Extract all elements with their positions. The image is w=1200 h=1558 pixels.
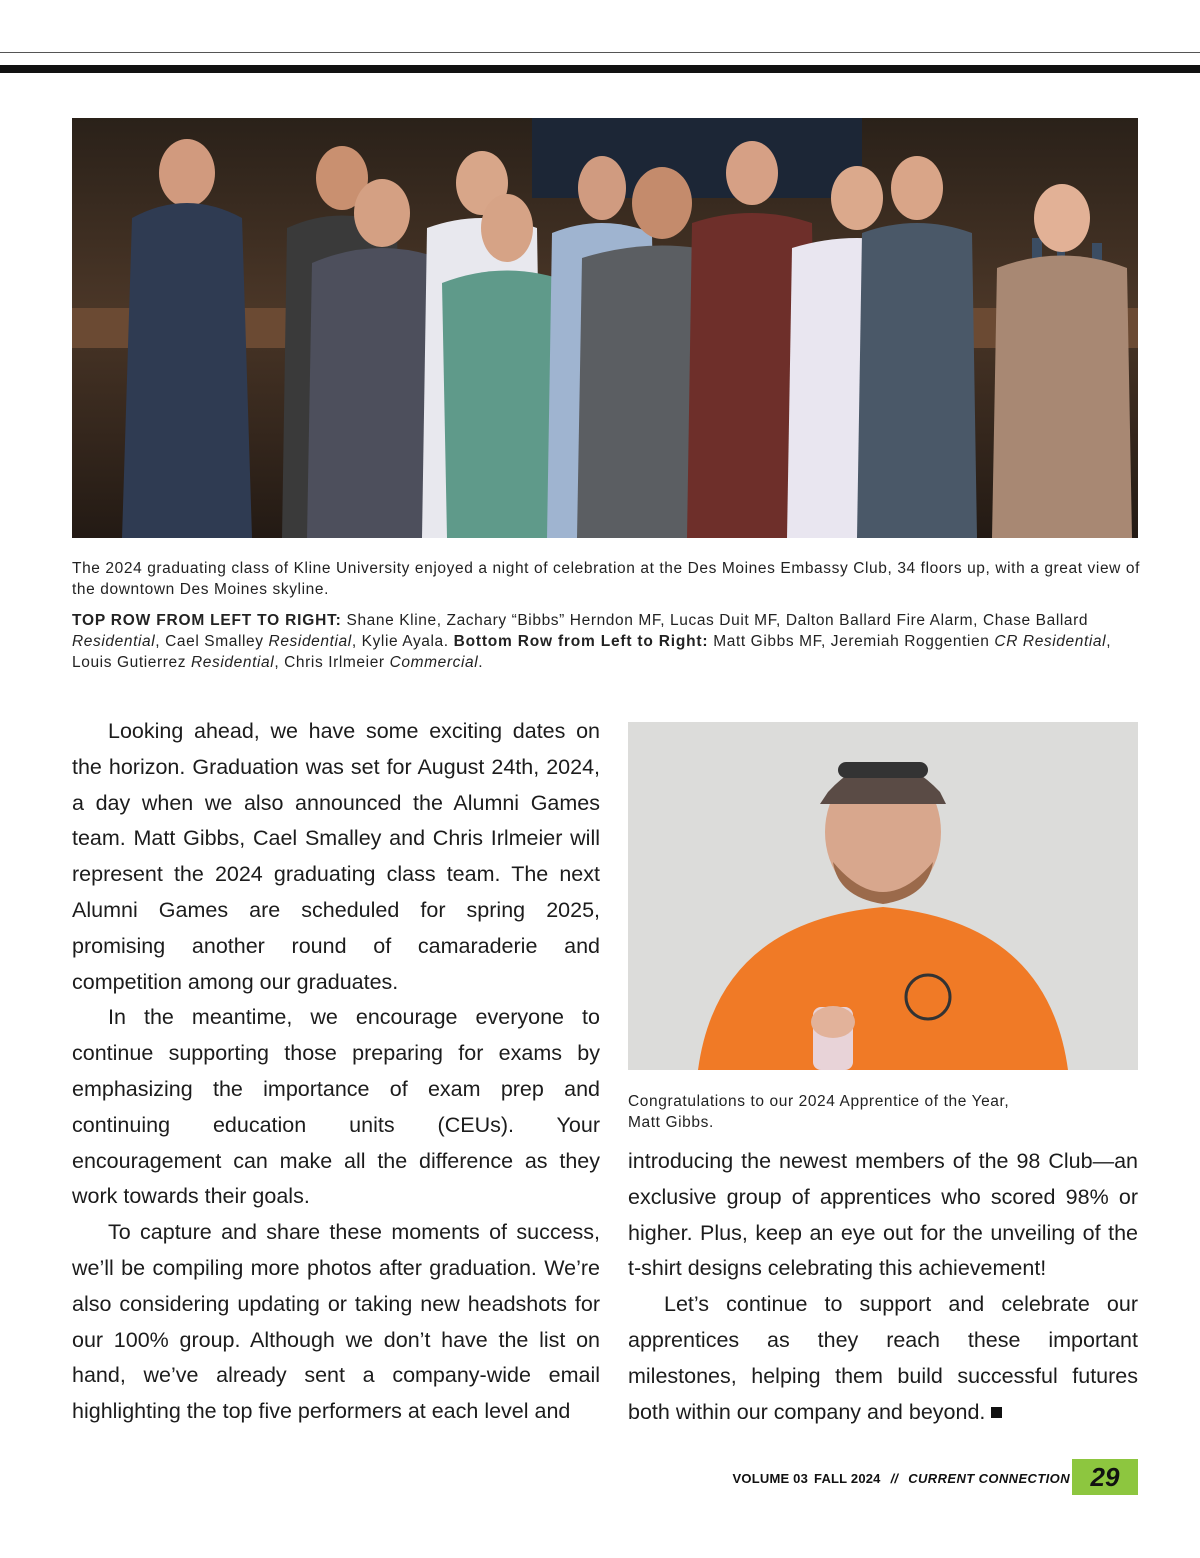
names-text: Matt Gibbs MF, Jeremiah Roggentien (708, 633, 995, 650)
portrait-photo-icon (628, 722, 1138, 1070)
header-rule-thick (0, 65, 1200, 73)
bottom-row-label: Bottom Row from Left to Right: (453, 633, 709, 650)
paragraph-text: Let’s continue to support and celebrate our apprentices as they reach these important milestones, helping them build successful futures both within our company and beyond. (628, 1292, 1138, 1424)
role-text: Residential (268, 633, 352, 650)
group-photo (72, 118, 1138, 538)
names-text: , Cael Smalley (155, 633, 269, 650)
apprentice-caption-line: Matt Gibbs. (628, 1114, 714, 1131)
group-photo-caption: The 2024 graduating class of Kline University enjoyed a night of celebration at the Des Moines Embassy Club, 34 floors up, with a great view of the downtown Des Moines skyline. (72, 560, 1140, 598)
names-text: , Chris Irlmeier (274, 654, 390, 671)
paragraph: In the meantime, we encourage everyone to continue supporting those preparing for exams by emphasizing the importance of exam prep and continuing education units (CEUs). Your encouragement can make all the difference as they work towards their goals. (72, 1005, 600, 1209)
paragraph: To capture and share these moments of success, we’ll be compiling more photos after graduation. We’re also considering updating or taking new headshots for our 100% group. Although we don’t have the list on hand, we’ve already sent a company-wide email highlighting the top five performers at each level and (72, 1220, 600, 1424)
apprentice-caption-line: Congratulations to our 2024 Apprentice of the Year, (628, 1093, 1010, 1110)
group-photo-names (72, 610, 1142, 673)
paragraph-last (628, 1287, 1138, 1430)
role-text: Commercial (389, 654, 479, 671)
paragraph: Looking ahead, we have some exciting dates on the horizon. Graduation was set for August 24th, 2024, a day when we also announced the Alumni Games team. Matt Gibbs, Cael Smalley and Chris Irlmeier will represent the 2024 graduating class team. The next Alumni Games are scheduled for spring 2025, promising another round of camaraderie and competition among our graduates. (72, 719, 600, 994)
names-text: , Kylie Ayala. (351, 633, 454, 650)
group-photo-icon (72, 118, 1138, 538)
apprentice-caption (628, 1091, 1128, 1133)
names-text: . (478, 654, 484, 671)
paragraph: introducing the newest members of the 98 Club—an exclusive group of apprentices who scored 98% or higher. Plus, keep an eye out for the unveiling of the t-shirt designs celebrating this achievement! (628, 1149, 1138, 1281)
role-text: Residential (72, 633, 156, 650)
apprentice-photo (628, 722, 1138, 1070)
header-rule-thin (0, 52, 1200, 53)
publication-name: CURRENT CONNECTION (908, 1470, 1070, 1486)
page-footer (690, 1460, 1070, 1496)
volume-label: VOLUME 03 (732, 1470, 809, 1486)
names-text: , Louis Gutierrez (72, 633, 1112, 671)
footer-separator: // (890, 1470, 899, 1486)
end-mark-icon (991, 1407, 1002, 1418)
role-text: Residential (191, 654, 275, 671)
top-row-label: TOP ROW FROM LEFT TO RIGHT: (72, 612, 342, 629)
article-column-left (72, 714, 600, 1430)
role-text: CR Residential (994, 633, 1107, 650)
names-text: Shane Kline, Zachary “Bibbs” Herndon MF, Lucas Duit MF, Dalton Ballard Fire Alarm, Chase Ballard (341, 612, 1089, 629)
article-column-right (628, 1144, 1138, 1430)
season-label: FALL 2024 (814, 1470, 881, 1486)
page-number: 29 (1072, 1459, 1138, 1495)
